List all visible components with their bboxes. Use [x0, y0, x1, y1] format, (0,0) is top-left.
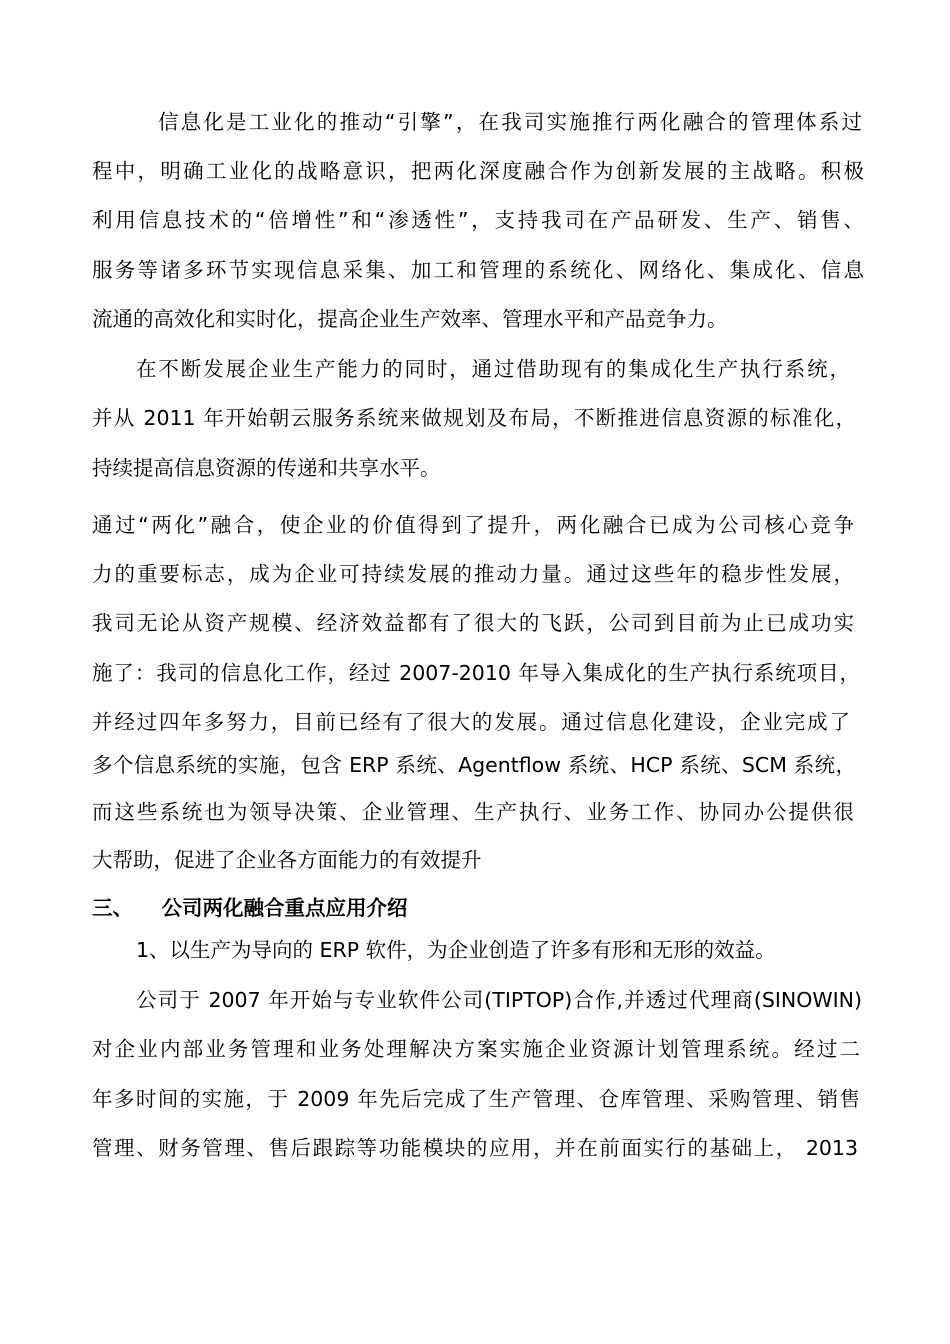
subheading-1: 1、以生产为导向的 ERP 软件，为企业创造了许多有形和无形的效益。 [136, 938, 776, 962]
section-heading: 三、 公司两化融合重点应用介绍 [92, 896, 408, 920]
paragraph-4-line-2: 对企业内部业务管理和业务处理解决方案实施企业资源计划管理系统。经过二 [92, 1037, 860, 1061]
paragraph-2-line-3: 持续提高信息资源的传递和共享水平。 [92, 456, 441, 480]
paragraph-1-line-2: 程中，明确工业化的战略意识，把两化深度融合作为创新发展的主战略。积极 [92, 159, 864, 183]
paragraph-4-line-1: 公司于 2007 年开始与专业软件公司(TIPTOP)合作,并透过代理商(SINOWIN) [136, 988, 862, 1012]
paragraph-3-line-4: 施了：我司的信息化工作，经过 2007-2010 年导入集成化的生产执行系统项目， [92, 661, 860, 685]
paragraph-3-line-1: 通过“两化”融合，使企业的价值得到了提升，两化融合已成为公司核心竞争 [92, 513, 854, 537]
paragraph-3-line-3: 我司无论从资产规模、经济效益都有了很大的飞跃，公司到目前为止已成功实 [92, 611, 854, 635]
paragraph-4-line-3: 年多时间的实施，于 2009 年先后完成了生产管理、仓库管理、采购管理、销售 [92, 1087, 860, 1111]
paragraph-3-line-5: 并经过四年多努力，目前已经有了很大的发展。通过信息化建设，企业完成了 [92, 710, 850, 734]
paragraph-1-line-3: 利用信息技术的“倍增性”和“渗透性”，支持我司在产品研发、生产、销售、 [92, 208, 864, 232]
paragraph-2-line-1: 在不断发展企业生产能力的同时，通过借助现有的集成化生产执行系统， [136, 357, 850, 381]
paragraph-1-line-1: 信息化是工业化的推动“引擎”，在我司实施推行两化融合的管理体系过 [158, 110, 862, 134]
paragraph-4-line-4: 管理、财务管理、售后跟踪等功能模块的应用，并在前面实行的基础上， 2013 [92, 1136, 858, 1160]
paragraph-1-line-4: 服务等诸多环节实现信息采集、加工和管理的系统化、网络化、集成化、信息 [92, 258, 864, 282]
paragraph-3-line-2: 力的重要标志，成为企业可持续发展的推动力量。通过这些年的稳步性发展， [92, 562, 854, 586]
paragraph-3-line-7: 而这些系统也为领导决策、企业管理、生产执行、业务工作、协同办公提供很 [92, 800, 854, 824]
paragraph-3-line-6: 多个信息系统的实施，包含 ERP 系统、Agentflow 系统、HCP 系统、SCM 系统， [92, 753, 856, 777]
paragraph-3-line-8: 大帮助，促进了企业各方面能力的有效提升 [92, 848, 482, 872]
paragraph-1-line-5: 流通的高效化和实时化，提高企业生产效率、管理水平和产品竞争力。 [92, 307, 728, 331]
paragraph-2-line-2: 并从 2011 年开始朝云服务系统来做规划及布局，不断推进信息资源的标准化， [92, 406, 856, 430]
